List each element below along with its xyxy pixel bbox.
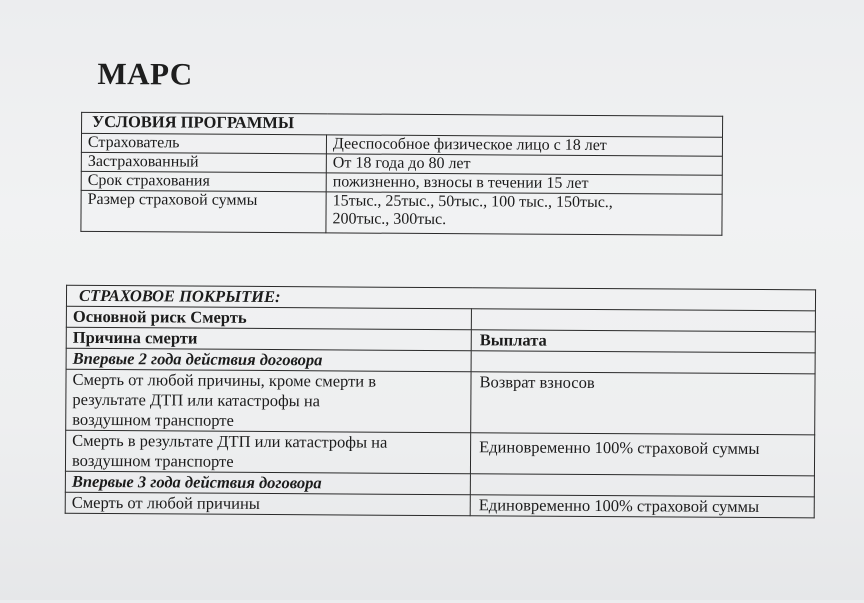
empty-cell: [470, 474, 814, 497]
cause-line: воздушном транспорте: [72, 409, 234, 430]
cause-line: Смерть в результате ДТП или катастрофы на: [72, 430, 388, 452]
payout-cell: Возврат взносов: [471, 372, 815, 435]
coverage-table: [65, 285, 816, 519]
cause-line: результате ДТП или катастрофы на: [72, 389, 321, 411]
cause-line: Смерть от любой причины, кроме смерти в: [72, 369, 377, 391]
program-conditions-header: УСЛОВИЯ ПРОГРАММЫ: [82, 112, 723, 137]
program-conditions-table: [80, 112, 723, 236]
cause-line: воздушном транспорте: [71, 450, 234, 471]
sum-values-line-1: 15тыс., 25тыс., 50тыс., 100 тыс., 150тыс.,: [332, 192, 613, 212]
period-label: Впервые 3 года действия договора: [65, 471, 470, 494]
row-label: Застрахованный: [81, 152, 326, 172]
empty-cell: [471, 309, 815, 332]
row-value: От 18 года до 80 лет: [326, 154, 722, 175]
table-row: [65, 430, 814, 476]
empty-cell: [471, 351, 815, 374]
sum-values-line-2: 200тыс., 300тыс.: [332, 210, 447, 229]
payout-cell: Единовременно 100% страховой суммы: [470, 495, 814, 518]
row-label: Размер страховой суммы: [81, 190, 326, 232]
coverage-header: СТРАХОВОЕ ПОКРЫТИЕ:: [66, 285, 815, 311]
cause-cell: Смерть от любой причины: [65, 492, 470, 515]
column-header-payout: Выплата: [471, 330, 815, 353]
document-title: МАРС: [97, 55, 193, 92]
table-row: [81, 190, 722, 235]
row-label: Срок страхования: [81, 171, 326, 191]
column-header-cause: Причина смерти: [66, 327, 471, 350]
row-value: Дееспособное физическое лицо с 18 лет: [326, 135, 722, 156]
cause-cell: [65, 430, 470, 473]
row-value: [326, 192, 722, 235]
row-value: пожизненно, взносы в течении 15 лет: [326, 173, 722, 194]
period-label: Впервые 2 года действия договора: [66, 348, 471, 371]
table-row: [65, 492, 814, 518]
row-label: Страхователь: [81, 133, 326, 153]
cause-cell: [66, 369, 471, 432]
main-risk-label: Основной риск Смерть: [66, 306, 471, 329]
payout-cell: Единовременно 100% страховой суммы: [470, 433, 814, 476]
table-row: [66, 369, 815, 435]
